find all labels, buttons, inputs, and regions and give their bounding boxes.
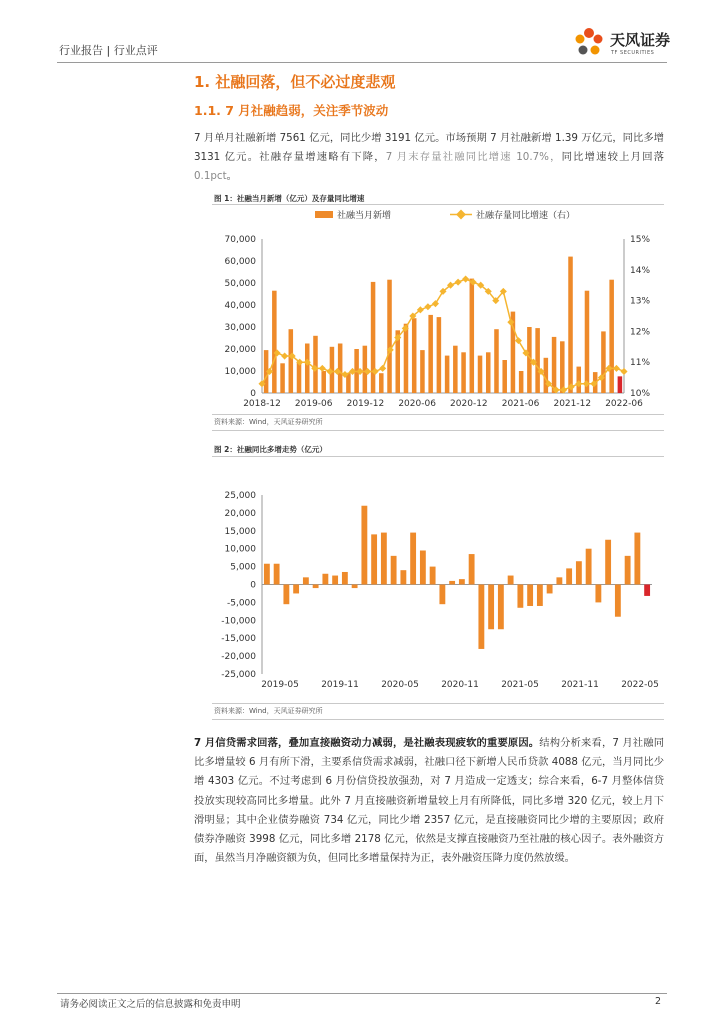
brand-subtitle: TF SECURITIES [611, 50, 655, 56]
y-tick-label: -15,000 [221, 634, 256, 645]
para1-text-d: 0.1pct [194, 170, 227, 183]
figure2-bottom-rule [212, 703, 664, 704]
para1-text-e: 。 [226, 170, 237, 183]
line-point-marker [620, 368, 627, 375]
x-tick-label: 2021-11 [561, 680, 599, 690]
report-category: 行业报告 | 行业点评 [59, 44, 158, 57]
bar-yoy-increment [508, 576, 514, 585]
bar-monthly-financing [321, 371, 326, 393]
bar-yoy-increment [264, 564, 270, 585]
legend-bar-swatch [315, 211, 333, 218]
bar-yoy-increment [391, 556, 397, 585]
bar-yoy-increment [293, 585, 299, 594]
bar-monthly-financing [404, 324, 409, 393]
bar-monthly-financing [576, 367, 581, 393]
y-tick-label: 25,000 [224, 491, 256, 501]
figure1-title: 图 1：社融当月新增（亿元）及存量同比增速 [214, 194, 365, 203]
x-tick-label: 2021-12 [553, 399, 592, 409]
bar-monthly-financing [494, 329, 499, 393]
line-point-marker [575, 380, 582, 387]
bar-yoy-increment [313, 585, 319, 589]
bar-yoy-increment [488, 585, 494, 630]
left-tick-label: 30,000 [224, 323, 256, 333]
figure1-bottom-rule [212, 414, 664, 415]
bar-monthly-financing [305, 344, 310, 394]
bar-yoy-increment [459, 579, 465, 584]
bar-monthly-financing [601, 331, 606, 393]
left-tick-label: 40,000 [224, 301, 256, 311]
left-tick-label: 70,000 [224, 235, 256, 245]
bar-yoy-increment [283, 585, 289, 605]
bar-monthly-financing [387, 280, 392, 393]
figure2-title: 图 2：社融同比多增走势（亿元） [214, 445, 327, 454]
left-tick-label: 50,000 [224, 279, 256, 289]
bar-yoy-increment [449, 581, 455, 585]
bar-monthly-financing [379, 373, 384, 393]
x-tick-label: 2019-06 [294, 399, 333, 409]
bar-yoy-increment [625, 556, 631, 585]
bar-yoy-increment [644, 585, 650, 596]
left-tick-label: 10,000 [224, 367, 256, 377]
left-tick-label: 20,000 [224, 345, 256, 355]
figure1-source-rule [212, 430, 664, 431]
bar-yoy-increment [303, 577, 309, 584]
bar-yoy-increment [615, 585, 621, 617]
bar-monthly-financing [470, 279, 475, 393]
left-tick-label: 60,000 [224, 257, 256, 267]
bar-yoy-increment [469, 554, 475, 584]
bar-yoy-increment [410, 533, 416, 585]
footer-divider [57, 993, 667, 994]
bar-yoy-increment [586, 549, 592, 585]
bar-monthly-financing [437, 317, 442, 393]
bar-monthly-financing [313, 336, 318, 393]
right-tick-label: 10% [630, 389, 651, 399]
bar-monthly-financing [280, 363, 285, 393]
bar-monthly-financing [371, 282, 376, 393]
x-tick-label: 2020-06 [398, 399, 436, 409]
x-tick-label: 2022-06 [605, 399, 643, 409]
bar-monthly-financing [568, 257, 573, 393]
bar-monthly-financing [461, 352, 466, 393]
analysis-body: 结构分析来看，7 月社融同比多增量较 6 月有所下滑，主要系信贷需求减弱，社融口径下新增人民币贷款 4088 亿元，当月同比少增 4303 亿元。不过考虑到 6 月份信贷投放强劲，对 7 月造成一定透支；综合来看，6-7 月整体信贷投放实现较高同比多增量。此外 7 月直接融资新增量较上月有所降低，同比多增 320 亿元，较上月下滑明显；其中企业债券融资 734 亿元，同比少增 2357 亿元，是直接融资同比少增的主要原因；政府债券净融资 3998 亿元，同比多增 2178 亿元，依然是支撑直接融资乃至社融的核心因子。表外融资方面，虽然当月净融资额为负，但同比多增量保持为正，表外融资压降力度仍然放缓。 [194, 737, 665, 865]
y-tick-label: 10,000 [224, 544, 256, 555]
right-tick-label: 13% [630, 296, 651, 307]
bar-yoy-increment [430, 567, 436, 585]
bar-yoy-increment [605, 540, 611, 585]
intro-paragraph [194, 129, 664, 187]
bar-yoy-increment [576, 561, 582, 584]
y-tick-label: 0 [250, 580, 256, 591]
bar-monthly-financing [585, 291, 590, 393]
section-heading: 1. 社融回落，但不必过度悲观 [194, 73, 396, 91]
bar-monthly-financing [297, 362, 302, 393]
right-tick-label: 15% [630, 235, 651, 245]
left-tick-label: 0 [250, 389, 256, 399]
figure1-legend [315, 209, 575, 221]
bar-yoy-increment [420, 550, 426, 584]
subsection-heading: 1.1. 7 月社融趋弱，关注季节波动 [194, 103, 389, 118]
x-tick-label: 2020-05 [381, 680, 419, 690]
bar-yoy-increment [274, 564, 280, 585]
bar-yoy-increment [439, 585, 445, 605]
bar-yoy-increment [332, 576, 338, 585]
bar-monthly-financing [445, 356, 450, 393]
para1-text-b: 7 月末存量社融同比增速 10.7%， [385, 151, 562, 164]
line-point-marker [613, 365, 620, 372]
bar-monthly-financing [412, 318, 417, 393]
para1-text-c: 同比增速较上月回落 [561, 151, 664, 164]
x-tick-label: 2019-11 [321, 680, 359, 690]
bar-monthly-financing [552, 337, 557, 393]
page-number: 2 [655, 996, 662, 1007]
analysis-bold-lead: 7 月信贷需求回落，叠加直接融资动力减弱，是社融表现疲软的重要原因。 [194, 737, 540, 749]
right-tick-label: 14% [630, 265, 651, 276]
figure1-source: 资料来源：Wind，天风证券研究所 [214, 418, 323, 426]
line-point-marker [515, 337, 522, 344]
y-tick-label: -5,000 [226, 598, 256, 609]
right-tick-label: 12% [630, 327, 651, 338]
bar-monthly-financing [618, 376, 623, 393]
y-tick-label: 5,000 [230, 562, 256, 573]
bar-monthly-financing [453, 346, 458, 393]
y-tick-label: 20,000 [224, 508, 256, 519]
line-point-marker [319, 365, 326, 372]
brand-name: 天风证券 [610, 31, 671, 49]
x-tick-label: 2022-05 [621, 680, 659, 690]
figure1-chart [212, 204, 664, 414]
bar-yoy-increment [566, 568, 572, 584]
bar-yoy-increment [342, 572, 348, 585]
bar-yoy-increment [527, 585, 533, 606]
line-point-marker [281, 353, 288, 360]
y-tick-label: -25,000 [221, 670, 256, 680]
bar-yoy-increment [361, 506, 367, 585]
bar-monthly-financing [338, 344, 343, 394]
x-tick-label: 2019-12 [346, 399, 385, 409]
bar-monthly-financing [428, 315, 433, 393]
figure2-top-rule [212, 456, 664, 457]
bar-yoy-increment [537, 585, 543, 606]
line-point-marker [424, 303, 431, 310]
x-tick-label: 2021-05 [501, 680, 539, 690]
bar-monthly-financing [486, 352, 491, 393]
bar-yoy-increment [381, 533, 387, 585]
bar-monthly-financing [560, 341, 565, 393]
line-point-marker [432, 300, 439, 307]
legend-bar-label: 社融当月新增 [337, 211, 392, 221]
x-tick-label: 2021-06 [501, 399, 540, 409]
line-point-marker [462, 276, 469, 283]
analysis-paragraph [194, 734, 664, 868]
flower-logo-icon [569, 22, 609, 62]
bar-monthly-financing [502, 360, 507, 393]
figure2-chart [212, 484, 664, 704]
bar-yoy-increment [517, 585, 523, 608]
bar-yoy-increment [634, 533, 640, 585]
figure2-source-rule [212, 719, 664, 720]
disclaimer-note: 请务必阅读正文之后的信息披露和免责申明 [60, 999, 241, 1010]
bar-monthly-financing [289, 329, 294, 393]
x-tick-label: 2020-11 [441, 680, 479, 690]
x-tick-label: 2019-05 [261, 680, 299, 690]
bar-yoy-increment [595, 585, 601, 603]
bar-monthly-financing [535, 328, 540, 393]
x-tick-label: 2018-12 [243, 399, 281, 409]
bar-yoy-increment [478, 585, 484, 649]
y-tick-label: 15,000 [224, 526, 256, 537]
legend-line-marker [456, 210, 466, 220]
bar-monthly-financing [272, 291, 277, 393]
x-tick-label: 2020-12 [450, 399, 488, 409]
line-point-marker [379, 365, 386, 372]
bar-monthly-financing [420, 350, 425, 393]
bar-yoy-increment [498, 585, 504, 630]
bar-yoy-increment [400, 570, 406, 584]
bar-yoy-increment [322, 574, 328, 585]
line-point-marker [455, 279, 462, 286]
legend-line-label: 社融存量同比增速（右） [476, 211, 576, 221]
bar-yoy-increment [371, 534, 377, 584]
bar-monthly-financing [609, 280, 614, 393]
y-tick-label: -20,000 [221, 652, 256, 663]
bar-yoy-increment [352, 585, 358, 589]
para1-text-a: 7 月单月社融新增 7561 亿元，同比少增 3191 亿元。市场预期 7 月社融新增 1.39 万亿元，同比多增 3131 亿元。社融存量增速略有下降， [194, 132, 664, 164]
bar-monthly-financing [519, 371, 524, 393]
bar-yoy-increment [547, 585, 553, 594]
figure2-source: 资料来源：Wind，天风证券研究所 [214, 707, 323, 715]
bar-yoy-increment [556, 577, 562, 584]
bar-monthly-financing [478, 356, 483, 393]
y-tick-label: -10,000 [221, 616, 256, 627]
header-divider [57, 62, 667, 63]
right-tick-label: 11% [630, 358, 651, 369]
